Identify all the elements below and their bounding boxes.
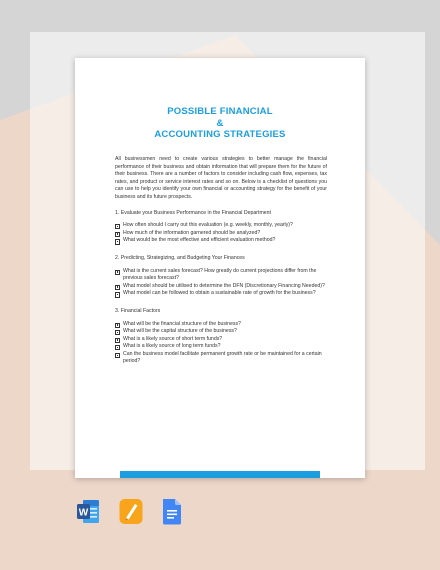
section-3 [115,308,327,366]
checkbox-icon [115,270,120,275]
question-text: What is a likely source of short term funds? [123,335,223,342]
checkbox-icon [115,285,120,290]
question-text: What will be the financial structure of the business? [123,320,241,327]
checklist-item [115,237,327,245]
question-text: What model can be followed to obtain a sustainable rate of growth for the business? [123,290,316,297]
pages-icon[interactable] [119,498,143,525]
checklist-item [115,290,327,298]
checklist [115,222,327,245]
word-letter: W [78,507,89,519]
checklist [115,321,327,367]
question-text: How much of the information garnered should be analyzed? [123,229,261,236]
document-page [75,58,365,478]
title-line-1: POSSIBLE FINANCIAL [167,106,273,117]
document-body [115,156,327,376]
checklist-item [115,268,327,283]
checkbox-icon [115,239,120,244]
section-heading: 3. Financial Factors [115,307,161,314]
checkbox-icon [115,232,120,237]
section-heading: 2. Predicting, Strategizing, and Budgeting Your Finances [115,254,245,261]
footer-accent-bar [120,471,320,478]
checklist-item [115,328,327,336]
question-text: Can the business model facilitate permanent growth rate or be maintained for a certain period? [123,350,322,365]
checkbox-icon [115,338,120,343]
question-text: How often should I carry out this evaluation (e.g. weekly, monthly, yearly)? [123,222,293,229]
checklist-item [115,336,327,344]
section-heading: 1. Evaluate your Business Performance in the Financial Department [115,209,271,216]
section-2 [115,255,327,298]
question-text: What is the current sales forecast? How greatly do current projections differ from the previous sales forecast? [123,267,317,282]
checklist-item [115,321,327,329]
question-text: What would be the most effective and efficient evaluation method? [123,237,276,244]
question-text: What model should be utilised to determine the DFN (Discretionary Financing Needed)? [123,282,325,289]
checkbox-icon [115,353,120,358]
question-text: What is a likely source of long term funds? [123,343,221,350]
checklist-item [115,230,327,238]
intro-paragraph: All businessmen need to create various strategies to better manage the financial performance of their business and obtain information that will prepare them for the future of their business. There are a number of factors to consider including cash flow, expenses, tax rates, and product or service interest rates and so on. Below is a checklist of questions you can use to help you identify your own financial or accounting strategy for the benefit of your business and its future prospects. [115,156,327,200]
checklist-item [115,343,327,351]
checkbox-icon [115,323,120,328]
checkbox-icon [115,292,120,297]
question-text: What will be the capital structure of the business? [123,328,237,335]
section-1 [115,210,327,245]
checkbox-icon [115,224,120,229]
checklist-item [115,283,327,291]
title-line-3: ACCOUNTING STRATEGIES [154,129,286,140]
checklist-item [115,222,327,230]
document-title [75,106,365,141]
docs-icon[interactable] [160,498,184,525]
word-icon[interactable] [76,498,100,525]
title-line-2: & [216,117,224,129]
checklist [115,268,327,298]
checkbox-icon [115,345,120,350]
checkbox-icon [115,330,120,335]
checklist-item [115,351,327,366]
